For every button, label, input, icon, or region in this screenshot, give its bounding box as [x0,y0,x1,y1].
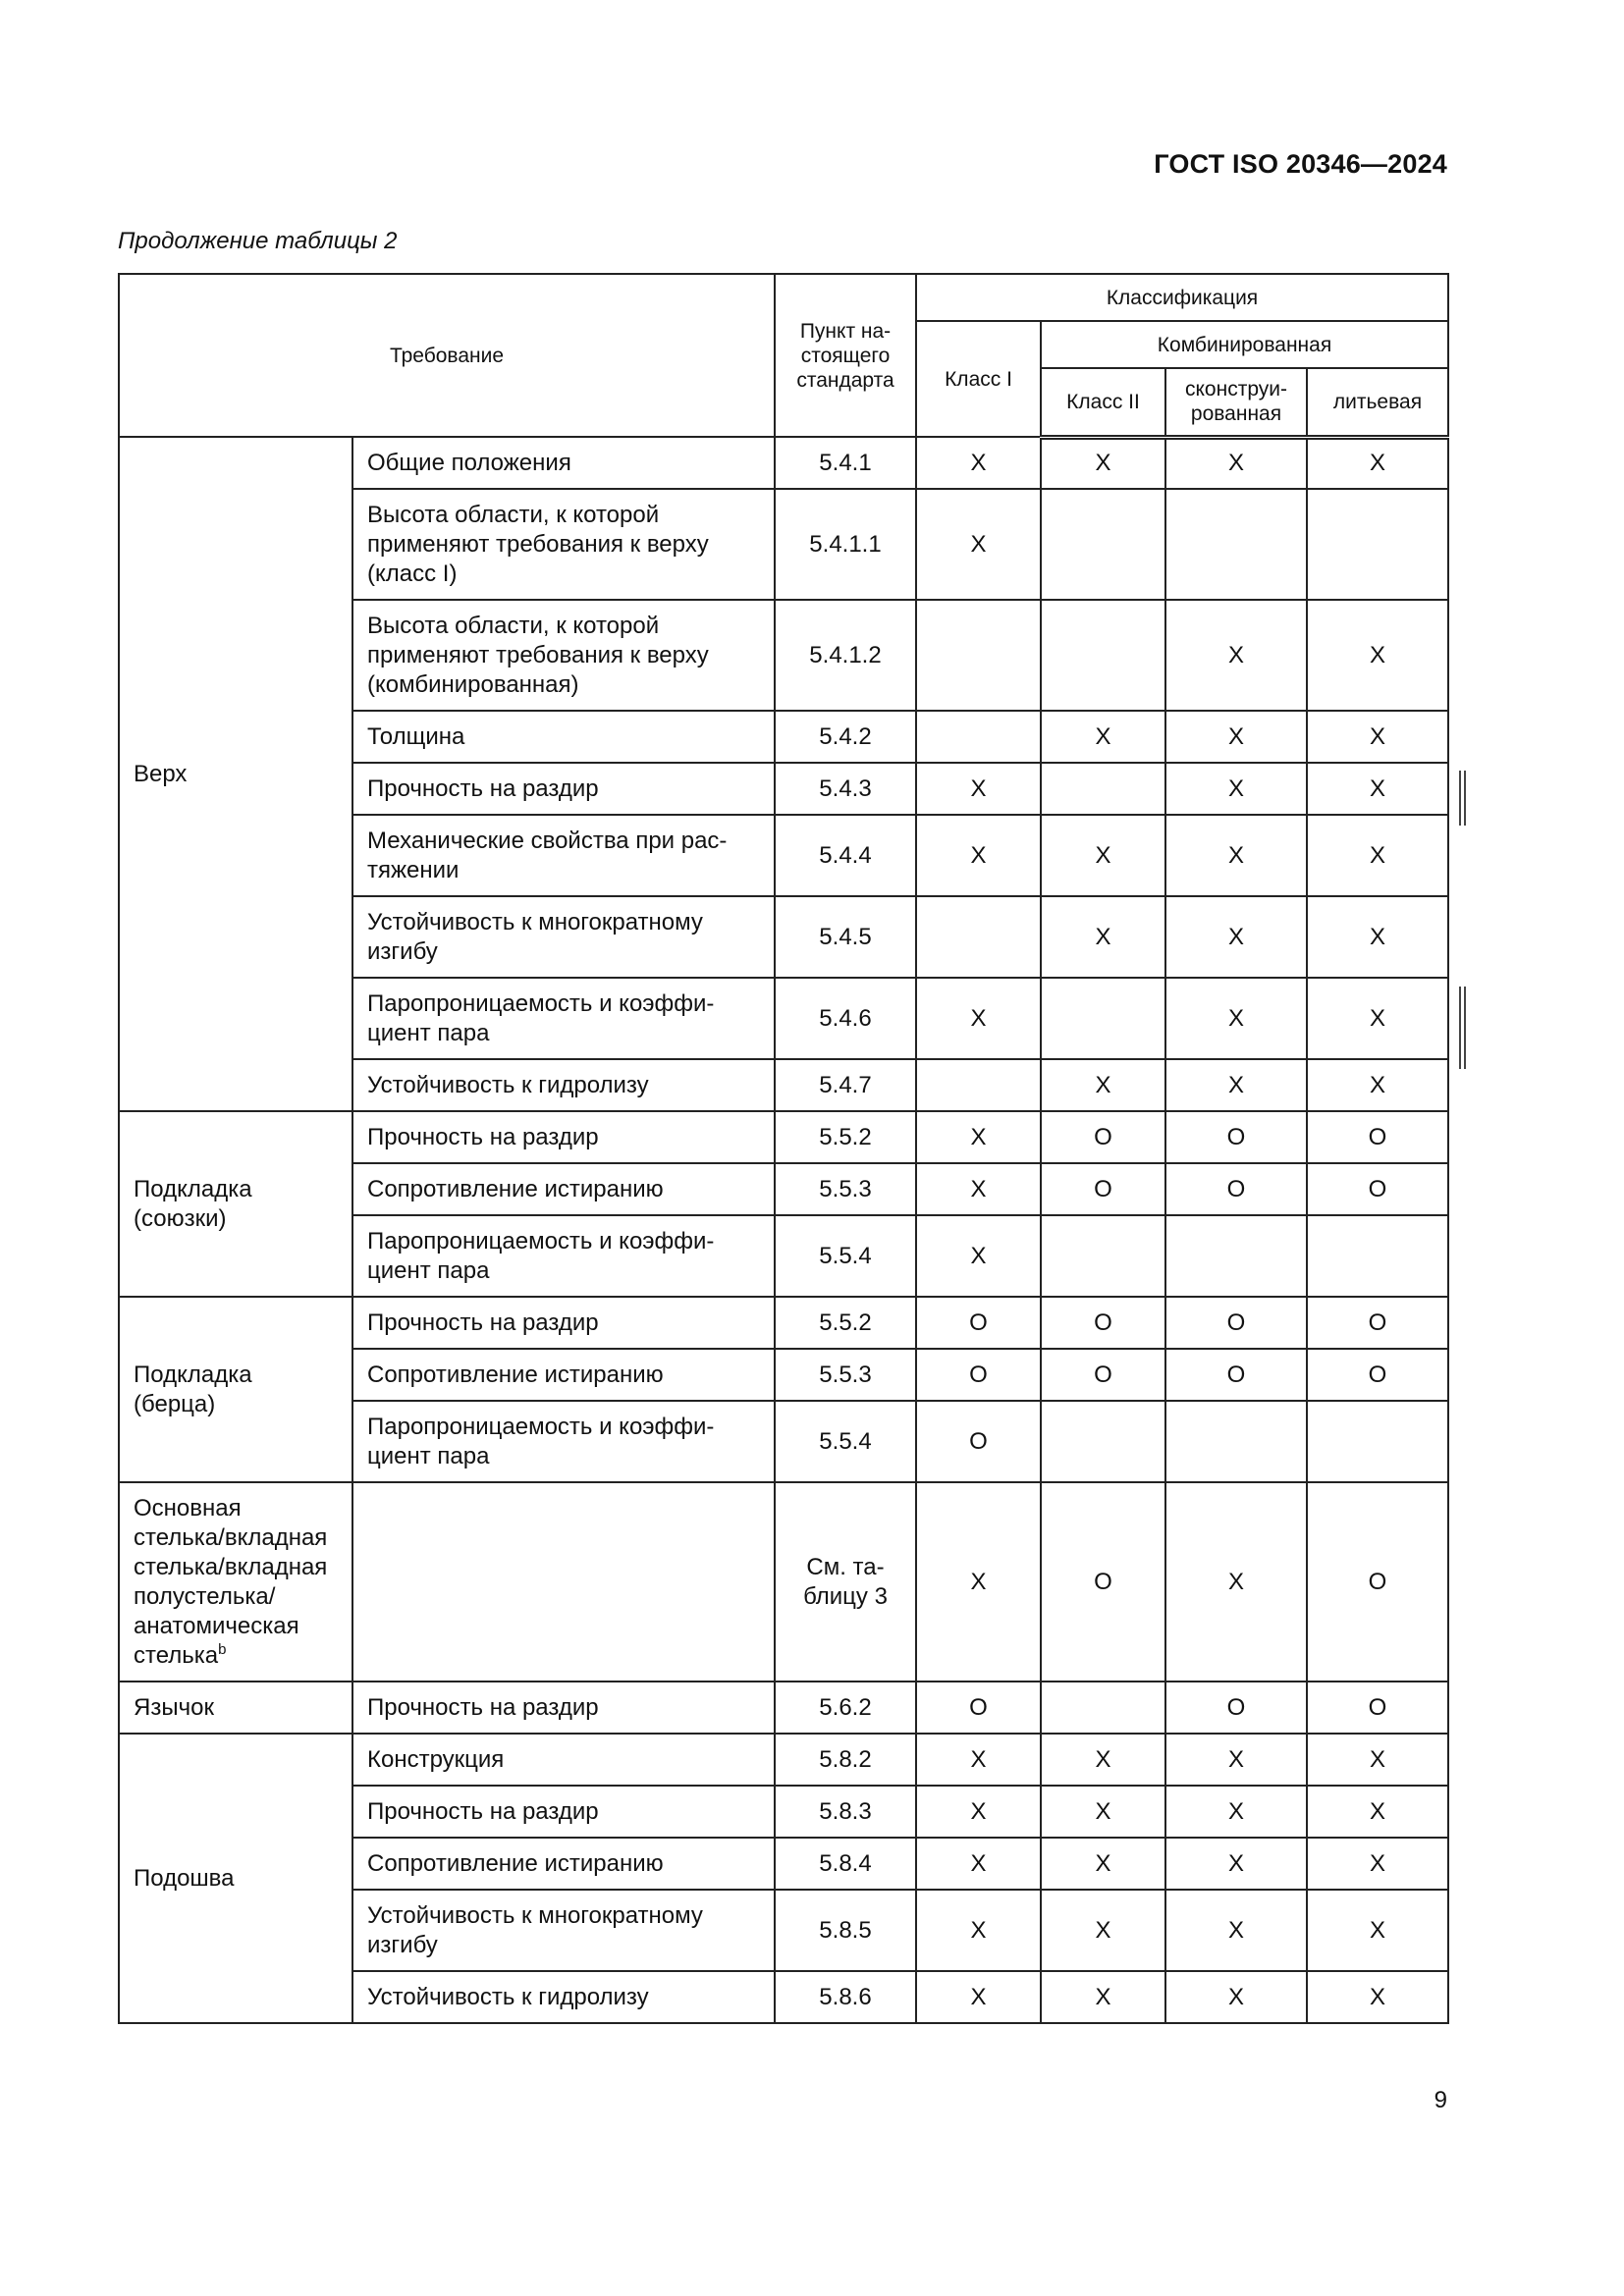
group-name-cell: Язычок [119,1682,352,1734]
clause-cell: 5.4.3 [775,763,916,815]
classification-mark: X [1165,1482,1307,1682]
classification-mark: O [1307,1482,1448,1682]
classification-mark: O [1165,1349,1307,1401]
header-class-1: Класс I [916,321,1041,437]
classification-mark: X [1307,437,1448,489]
classification-mark [1041,763,1165,815]
classification-mark: X [1307,815,1448,896]
classification-mark: O [916,1297,1041,1349]
classification-mark: O [1041,1349,1165,1401]
classification-mark: X [1165,815,1307,896]
clause-cell: 5.5.3 [775,1349,916,1401]
classification-mark [1165,1215,1307,1297]
header-classification: Классификация [916,274,1448,321]
classification-mark: X [916,437,1041,489]
requirement-cell: Паропроницаемость и коэффи- циент пара [352,1401,775,1482]
classification-mark: X [1165,600,1307,711]
requirement-cell [352,1482,775,1682]
classification-mark: X [1307,1059,1448,1111]
classification-mark: X [916,763,1041,815]
classification-mark: X [1165,1786,1307,1838]
group-name-cell [119,1482,352,1682]
clause-cell: 5.8.5 [775,1890,916,1971]
classification-mark: X [1165,437,1307,489]
classification-mark: X [1307,600,1448,711]
requirement-cell: Механические свойства при рас- тяжении [352,815,775,896]
classification-mark: X [1307,1971,1448,2023]
header-constructed: сконструи- рованная [1165,368,1307,437]
classification-mark: O [1307,1163,1448,1215]
classification-mark: X [1165,763,1307,815]
group-name-cell: Подошва [119,1734,352,2023]
classification-mark: X [1307,1786,1448,1838]
classification-mark: O [916,1682,1041,1734]
classification-mark: X [916,489,1041,600]
classification-mark: X [1165,1734,1307,1786]
classification-mark: O [1165,1297,1307,1349]
requirement-cell: Общие положения [352,437,775,489]
clause-cell: 5.8.4 [775,1838,916,1890]
table-caption: Продолжение таблицы 2 [118,228,398,254]
classification-mark: X [916,1786,1041,1838]
classification-mark: O [1307,1297,1448,1349]
table-row [119,1297,1448,1349]
clause-cell: 5.4.7 [775,1059,916,1111]
classification-mark [1307,489,1448,600]
classification-mark: X [1307,1838,1448,1890]
classification-mark: X [1165,896,1307,978]
classification-mark: O [1041,1163,1165,1215]
classification-mark: X [1165,1059,1307,1111]
classification-mark: X [916,978,1041,1059]
group-name-cell: Подкладка (берца) [119,1297,352,1482]
clause-cell: См. та- блицу 3 [775,1482,916,1682]
classification-mark [916,1059,1041,1111]
header-combined: Комбинированная [1041,321,1448,368]
classification-mark: X [916,1215,1041,1297]
classification-mark: X [1041,437,1165,489]
clause-cell: 5.5.4 [775,1401,916,1482]
requirement-cell: Паропроницаемость и коэффи- циент пара [352,978,775,1059]
classification-mark: X [1307,1890,1448,1971]
margin-change-mark [1459,987,1466,1069]
classification-mark: X [1165,1971,1307,2023]
classification-mark: O [1165,1682,1307,1734]
requirement-cell: Сопротивление истиранию [352,1838,775,1890]
requirement-cell: Устойчивость к многократному изгибу [352,896,775,978]
clause-cell: 5.4.1.1 [775,489,916,600]
requirement-cell: Паропроницаемость и коэффи- циент пара [352,1215,775,1297]
classification-mark: X [1041,1838,1165,1890]
requirement-cell: Устойчивость к многократному изгибу [352,1890,775,1971]
classification-mark: X [1041,1890,1165,1971]
clause-cell: 5.4.6 [775,978,916,1059]
insole-name: Основная стелька/вкладная стелька/вкладная полустелька/ анатомическая стелька [134,1494,328,1669]
requirement-cell: Толщина [352,711,775,763]
classification-mark: X [1307,763,1448,815]
header-requirement: Требование [119,274,775,437]
classification-mark [916,711,1041,763]
clause-cell: 5.8.6 [775,1971,916,2023]
table-row [119,437,1448,489]
classification-mark: X [1307,711,1448,763]
requirement-cell: Высота области, к которой применяют требования к верху (комбинированная) [352,600,775,711]
classification-mark [1165,489,1307,600]
classification-mark: X [1165,978,1307,1059]
document-code: ГОСТ ISO 20346—2024 [1154,149,1447,179]
classification-mark: X [1041,1971,1165,2023]
table-body [119,437,1448,2023]
clause-cell: 5.4.1.2 [775,600,916,711]
classification-mark: X [1307,978,1448,1059]
classification-mark: X [916,1971,1041,2023]
requirement-cell: Сопротивление истиранию [352,1163,775,1215]
classification-mark: O [1165,1163,1307,1215]
table-row [119,1734,1448,1786]
requirement-cell: Прочность на раздир [352,1786,775,1838]
classification-mark: X [1165,1890,1307,1971]
clause-cell: 5.5.2 [775,1297,916,1349]
classification-mark: O [916,1349,1041,1401]
classification-mark [1041,1215,1165,1297]
clause-cell: 5.5.4 [775,1215,916,1297]
requirement-cell: Прочность на раздир [352,1682,775,1734]
classification-mark: X [916,1482,1041,1682]
classification-mark: X [916,1734,1041,1786]
requirements-table [118,273,1449,2024]
classification-mark: X [1041,1734,1165,1786]
page-number: 9 [1434,2087,1447,2113]
classification-mark: O [1041,1482,1165,1682]
requirement-cell: Сопротивление истиранию [352,1349,775,1401]
classification-mark: X [916,815,1041,896]
classification-mark: X [1041,711,1165,763]
classification-mark [916,600,1041,711]
classification-mark [1041,1682,1165,1734]
classification-mark: X [1165,1838,1307,1890]
header-cast: литьевая [1307,368,1448,437]
clause-cell: 5.4.2 [775,711,916,763]
requirement-cell: Высота области, к которой применяют требования к верху (класс I) [352,489,775,600]
requirement-cell: Устойчивость к гидролизу [352,1059,775,1111]
classification-mark: X [1041,1059,1165,1111]
clause-cell: 5.8.3 [775,1786,916,1838]
classification-mark: O [1041,1297,1165,1349]
classification-mark: X [916,1838,1041,1890]
classification-mark: O [916,1401,1041,1482]
classification-mark: X [1041,815,1165,896]
classification-mark [1041,1401,1165,1482]
classification-mark: X [916,1111,1041,1163]
classification-mark: X [1041,896,1165,978]
classification-mark [1041,600,1165,711]
clause-cell: 5.5.2 [775,1111,916,1163]
classification-mark: O [1165,1111,1307,1163]
clause-cell: 5.4.5 [775,896,916,978]
table-row [119,1482,1448,1682]
clause-cell: 5.8.2 [775,1734,916,1786]
classification-mark: X [1041,1786,1165,1838]
header-clause: Пункт на- стоящего стандарта [775,274,916,437]
footnote-marker: b [218,1640,227,1658]
classification-mark [1041,489,1165,600]
clause-cell: 5.6.2 [775,1682,916,1734]
classification-mark [1041,978,1165,1059]
group-name-cell: Подкладка (союзки) [119,1111,352,1297]
clause-cell: 5.5.3 [775,1163,916,1215]
classification-mark: X [916,1163,1041,1215]
classification-mark: O [1307,1682,1448,1734]
requirement-cell: Прочность на раздир [352,763,775,815]
table-row [119,1682,1448,1734]
margin-change-mark [1459,771,1466,826]
requirement-cell: Прочность на раздир [352,1111,775,1163]
header-class-2: Класс II [1041,368,1165,437]
classification-mark: O [1307,1349,1448,1401]
table-row [119,1111,1448,1163]
classification-mark [1307,1401,1448,1482]
classification-mark: X [1307,896,1448,978]
classification-mark: X [916,1890,1041,1971]
classification-mark: X [1307,1734,1448,1786]
requirement-cell: Устойчивость к гидролизу [352,1971,775,2023]
classification-mark: O [1307,1111,1448,1163]
clause-cell: 5.4.1 [775,437,916,489]
classification-mark [1307,1215,1448,1297]
classification-mark: O [1041,1111,1165,1163]
requirement-cell: Прочность на раздир [352,1297,775,1349]
classification-mark [916,896,1041,978]
clause-cell: 5.4.4 [775,815,916,896]
classification-mark [1165,1401,1307,1482]
group-name-cell: Верх [119,437,352,1111]
requirement-cell: Конструкция [352,1734,775,1786]
classification-mark: X [1165,711,1307,763]
